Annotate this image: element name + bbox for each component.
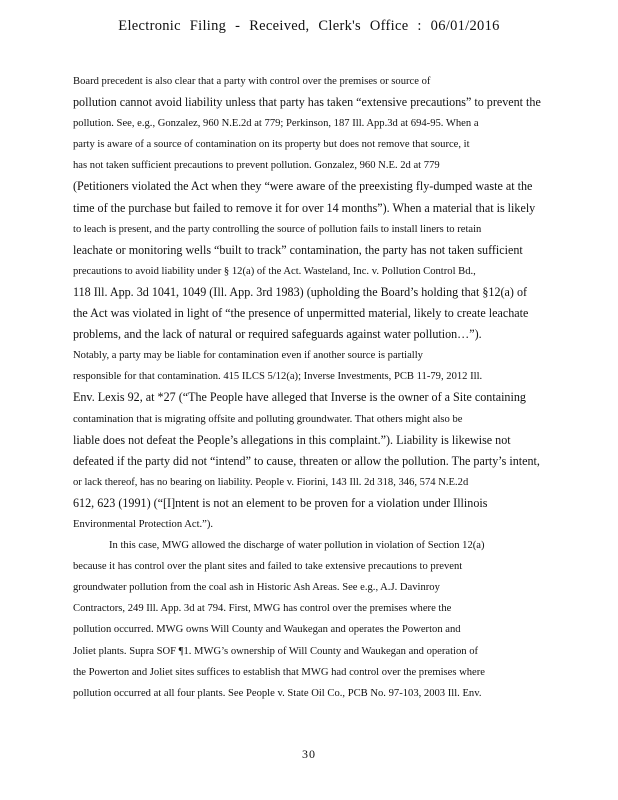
text-line: party is aware of a source of contamination on its property but does not remove that source, it <box>73 139 470 151</box>
filing-header: Electronic Filing - Received, Clerk's Office : 06/01/2016 <box>118 18 500 34</box>
text-line: contamination that is migrating offsite and polluting groundwater. That others might also be <box>73 413 463 425</box>
document-body <box>73 71 545 704</box>
text-line: because it has control over the plant sites and failed to take extensive precautions to prevent <box>73 561 463 573</box>
text-line: liable does not defeat the People’s allegations in this complaint.”). Liability is likewise not <box>73 432 511 447</box>
text-line: 118 Ill. App. 3d 1041, 1049 (Ill. App. 3rd 1983) (upholding the Board’s holding that §12(a) of <box>73 284 528 299</box>
text-line: Contractors, 249 Ill. App. 3d at 794. First, MWG has control over the premises where the <box>73 603 452 615</box>
text-line: Board precedent is also clear that a party with control over the premises or source of <box>73 76 431 87</box>
text-line: groundwater pollution from the coal ash in Historic Ash Areas. See e.g., A.J. Davinroy <box>73 582 440 594</box>
text-line: leachate or monitoring wells “built to track” contamination, the party has not taken sufficient <box>73 242 523 257</box>
text-line: 612, 623 (1991) (“[I]ntent is not an element to be proven for a violation under Illinois <box>73 495 488 510</box>
text-line: defeated if the party did not “intend” to cause, threaten or allow the pollution. The party’s intent, <box>73 453 540 468</box>
text-line: the Act was violated in light of “the presence of unpermitted material, likely to create leachate <box>73 306 529 321</box>
text-line: has not taken sufficient precautions to prevent pollution. Gonzalez, 960 N.E. 2d at 779 <box>73 160 440 172</box>
text-line: pollution cannot avoid liability unless that party has taken “extensive precautions” to prevent the <box>73 95 541 110</box>
text-line: pollution occurred at all four plants. See People v. State Oil Co., PCB No. 97-103, 2003 Ill. Env. <box>73 687 482 699</box>
text-line: (Petitioners violated the Act when they “were aware of the preexisting fly-dumped waste at the <box>73 179 533 194</box>
text-line: to leach is present, and the party controlling the source of pollution fails to install liners to retain <box>73 223 482 235</box>
text-line: or lack thereof, has no bearing on liability. People v. Fiorini, 143 Ill. 2d 318, 346, 574 N.E.2d <box>73 476 469 488</box>
text-line: responsible for that contamination. 415 ILCS 5/12(a); Inverse Investments, PCB 11-79, 2012 Ill. <box>73 371 483 383</box>
text-line: pollution. See, e.g., Gonzalez, 960 N.E.2d at 779; Perkinson, 187 Ill. App.3d at 694-95. When a <box>73 118 479 130</box>
page-number: 30 <box>302 747 316 761</box>
text-line: Env. Lexis 92, at *27 (“The People have alleged that Inverse is the owner of a Site containing <box>73 390 526 405</box>
text-line: pollution occurred. MWG owns Will County and Waukegan and operates the Powerton and <box>73 624 461 636</box>
text-line: Joliet plants. Supra SOF ¶1. MWG’s ownership of Will County and Waukegan and operation of <box>73 645 479 657</box>
text-line: the Powerton and Joliet sites suffices to establish that MWG had control over the premises where <box>73 666 485 678</box>
text-line: Environmental Protection Act.”). <box>73 518 214 530</box>
text-line: problems, and the lack of natural or required safeguards against water pollution…”). <box>73 327 482 342</box>
text-line: precautions to avoid liability under § 12(a) of the Act. Wasteland, Inc. v. Pollution Control Bd., <box>73 265 476 277</box>
text-line: time of the purchase but failed to remove it for over 14 months”). When a material that is likely <box>73 200 536 215</box>
text-line: Notably, a party may be liable for contamination even if another source is partially <box>73 350 423 362</box>
text-line: In this case, MWG allowed the discharge of water pollution in violation of Section 12(a) <box>109 540 485 552</box>
